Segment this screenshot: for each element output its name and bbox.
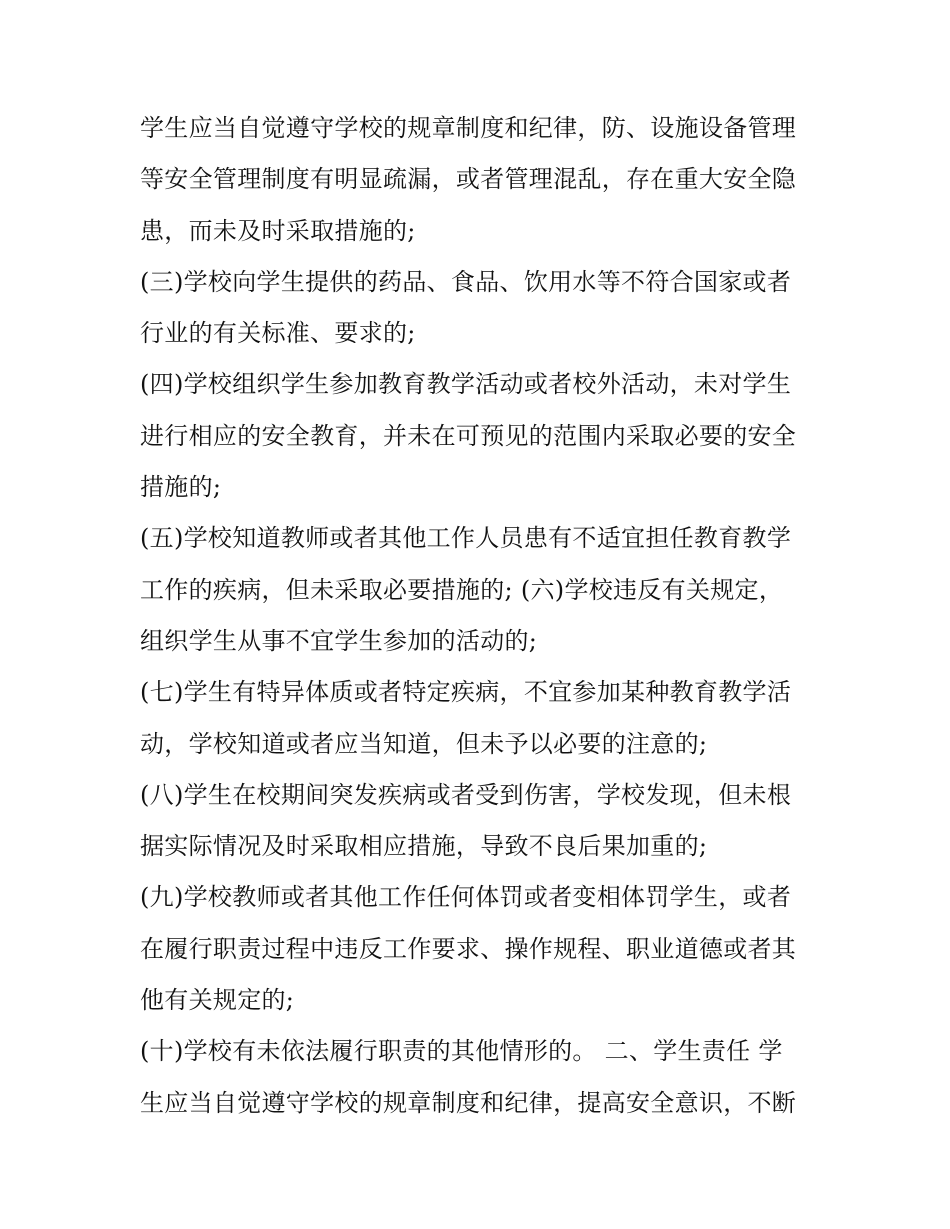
text-line: 患，而未及时采取措施的; <box>140 216 416 245</box>
text-line: (三)学校向学生提供的药品、食品、饮用水等不符合国家或者 <box>140 267 792 296</box>
text-line: 行业的有关标准、要求的; <box>140 319 416 348</box>
text-line: 组织学生从事不宜学生参加的活动的; <box>140 626 538 655</box>
text-line: 进行相应的安全教育，并未在可预见的范围内采取必要的安全 <box>140 421 797 450</box>
text-line: 措施的; <box>140 473 222 502</box>
text-line: 生应当自觉遵守学校的规章制度和纪律，提高安全意识，不断 <box>140 1088 797 1117</box>
text-line: (四)学校组织学生参加教育教学活动或者校外活动，未对学生 <box>140 370 792 399</box>
document-body <box>140 103 820 1129</box>
text-line: (五)学校知道教师或者其他工作人员患有不适宜担任教育教学 <box>140 524 792 553</box>
text-line: (十)学校有未依法履行职责的其他情形的。 二、学生责任 学 <box>140 1037 783 1066</box>
text-line: 据实际情况及时采取相应措施，导致不良后果加重的; <box>140 832 708 861</box>
text-line: 学生应当自觉遵守学校的规章制度和纪律，防、设施设备管理 <box>140 114 797 142</box>
text-line: (九)学校教师或者其他工作任何体罚或者变相体罚学生，或者 <box>140 883 792 912</box>
text-line: 动，学校知道或者应当知道，但未予以必要的注意的; <box>140 729 708 758</box>
text-line: 在履行职责过程中违反工作要求、操作规程、职业道德或者其 <box>140 934 797 963</box>
text-line: (七)学生有特异体质或者特定疾病，不宜参加某种教育教学活 <box>140 678 792 707</box>
text-line: 等安全管理制度有明显疏漏，或者管理混乱，存在重大安全隐 <box>140 165 797 194</box>
text-line: (八)学生在校期间突发疾病或者受到伤害，学校发现，但未根 <box>140 780 792 809</box>
text-line: 他有关规定的; <box>140 986 295 1015</box>
text-line: 工作的疾病，但未采取必要措施的; (六)学校违反有关规定， <box>140 575 784 604</box>
